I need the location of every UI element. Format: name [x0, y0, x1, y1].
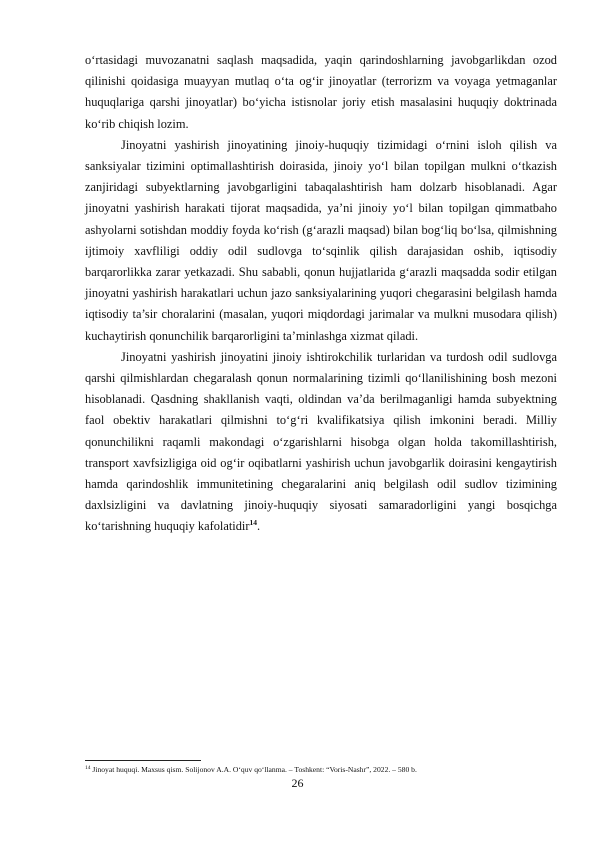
paragraph-3-end: .	[257, 519, 261, 534]
paragraph-continuation: o‘rtasidagi muvozanatni saqlash maqsadida, yaqin qarindoshlarning javobgarlikdan ozod qilinishi qoidasiga muayyan mutlaq o‘ta og‘ir jinoyatlar (terrorizm va voyaga yetmaganlar huquqlariga qarshi jinoyatlar) bo‘yicha istisnolar joriy etish masalasini huquqiy doktrinada ko‘rib chiqish lozim.	[85, 53, 557, 131]
body-text	[85, 50, 557, 538]
paragraph-3-text: Jinoyatni yashirish jinoyatini jinoiy ishtirokchilik turlaridan va turdosh odil sudlovga qarshi qilmishlardan chegaralash qonun normalarining tizimli qo‘llanilishining bosh mezoni hisoblanadi. Qasdning shakllanish vaqti, oldindan va’da berilmaganligi hamda subyektning faol obektiv harakatlari qilmishni to‘g‘ri kvalifikatsiya qilish imkonini beradi. Milliy qonunchilikni raqamli makondagi o‘zgarishlarni hisobga olgan holda takomillashtirish, transport xavfsizligiga oid og‘ir oqibatlarni yashirish uchun javobgarlik doirasini kengaytirish hamda qarindoshlik immunitetining chegaralarini aniq belgilash odil sudlov tizimining daxlsizligini va davlatning jinoiy-huquqiy siyosati samaradorligini yangi bosqichga ko‘tarishning huquqiy kafolatidir	[85, 349, 557, 534]
footnote	[85, 765, 565, 775]
footnote-text: Jinoyat huquqi. Maxsus qism. Solijonov A.A. O‘quv qo‘llanma. – Toshkent: “Voris-Nashr”, 2022. – 580 b.	[90, 765, 417, 774]
paragraph-3	[85, 347, 557, 538]
footnote-separator	[85, 760, 201, 761]
page-number: 26	[291, 776, 304, 790]
paragraph-2: Jinoyatni yashirish jinoyatining jinoiy-huquqiy tizimidagi o‘rnini isloh qilish va sanksiyalar tizimini optimallashtirish doirasida, jinoiy yo‘l bilan topilgan mulkni o‘tkazish zanjiridagi subyektlarning javobgarligini tabaqalashtirish ham dolzarb hisoblanadi. Agar jinoyatni yashirish harakati tijorat maqsadida, ya’ni jinoiy yo‘l bilan topilgan qimmatbaho ashyolarni sotishdan moddiy foyda ko‘rish (g‘arazli maqsad) bilan bog‘liq bo‘lsa, qilmishning ijtimoiy xavfliligi oddiy odil sudlovga to‘sqinlik qilish darajasidan oshib, iqtisodiy barqarorlikka zarar yetkazadi. Shu sababli, qonun hujjatlarida g‘arazli maqsadda sodir etilgan jinoyatni yashirish harakatlari uchun jazo sanksiyalarining yuqori chegarasini belgilash hamda iqtisodiy ta’sir choralarini (masalan, yuqori miqdordagi jarimalar va mulkni musodara qilish) kuchaytirish qonunchilik barqarorligini ta’minlashga xizmat qiladi.	[85, 137, 557, 343]
footnote-marker: 14	[85, 765, 91, 771]
footnote-reference[interactable]: 14	[249, 518, 257, 528]
